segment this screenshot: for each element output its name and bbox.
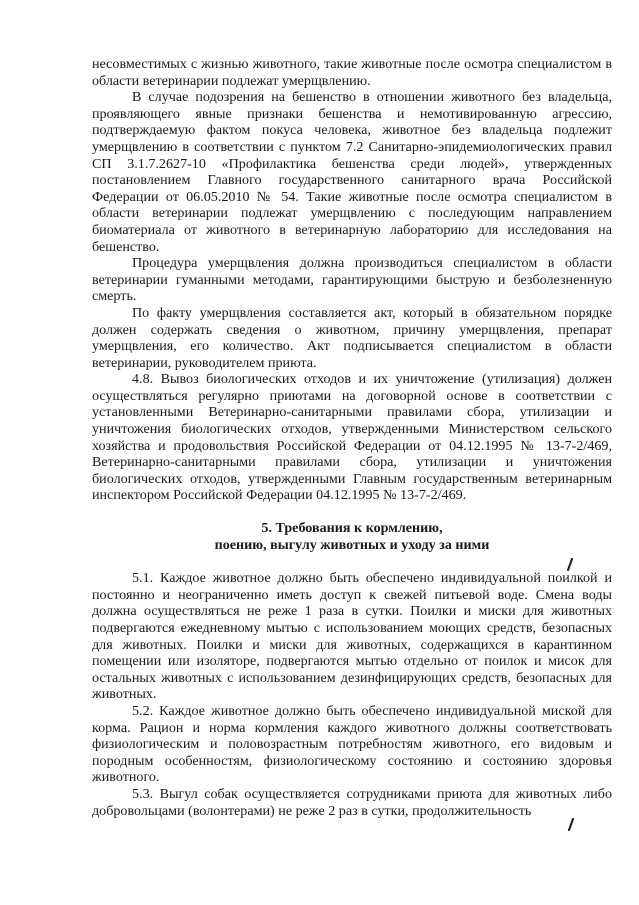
paragraph-5-2-feeding: 5.2. Каждое животное должно быть обеспечено индивидуальной миской для корма. Рацион и норма кормления каждого животного должны соответствовать физиологическим и половозрастным потребностям животного, его видовым и породным особенностям, физиологическому состоянию и состоянию здоровья животного. bbox=[92, 702, 612, 786]
section-heading-line-2: поению, выгулу животных и уходу за ними bbox=[214, 536, 490, 553]
document-body bbox=[92, 56, 612, 819]
paragraph-5-3-walking: 5.3. Выгул собак осуществляется сотрудниками приюта для животных либо добровольцами (волонтерами) не реже 2 раз в сутки, продолжительность bbox=[92, 785, 612, 819]
section-heading bbox=[92, 520, 612, 553]
paragraph-4-8-waste: 4.8. Вывоз биологических отходов и их уничтожение (утилизация) должен осуществляться регулярно приютами на договорной основе в соответствии с установленными Ветеринарно-санитарными правилами сбора, утилизации и уничтожения биологических отходов, утвержденными Министерством сельского хозяйства и продовольствия Российской Федерации от 04.12.1995 № 13-7-2/469, Ветеринарно-санитарными правилами сбора, утилизации и уничтожения биологических отходов, утвержденными Главным государственным ветеринарным инспектором Российской Федерации 04.12.1995 № 13-7-2/469. bbox=[92, 371, 612, 504]
paragraph-5-1-water: 5.1. Каждое животное должно быть обеспечено индивидуальной поилкой и постоянно и неограниченно иметь доступ к свежей питьевой воде. Смена воды должна осуществляться не реже 1 раза в сутки. Поилки и миски для животных подвергаются ежедневному мытью с использованием моющих средств, безопасных для животных. Поилки и миски для животных, содержащихся в карантинном помещении или изоляторе, подвергаются мытью отдельно от поилок и мисок для остальных животных с использованием дезинфицирующих средств, безопасных для животных. bbox=[92, 570, 612, 703]
paragraph-euthanasia-procedure: Процедура умерщвления должна производиться специалистом в области ветеринарии гуманными методами, гарантирующими быструю и безболезненную смерть. bbox=[92, 255, 612, 305]
paragraph-rabies: В случае подозрения на бешенство в отношении животного без владельца, проявляющего явные признаки бешенства и немотивированную агрессию, подтверждаемую фактом покуса человека, животное без владельца подлежит умерщвлению в соответствии с пунктом 7.2 Санитарно-эпидемиологических правил СП 3.1.7.2627-10 «Профилактика бешенства среди людей», утвержденных постановлением Главного государственного санитарного врача Российской Федерации от 06.05.2010 № 54. Такие животные после осмотра специалистом в области ветеринарии подлежат умерщвлению с последующим направлением биоматериала от животного в ветеринарную лабораторию для исследования на бешенство. bbox=[92, 89, 612, 255]
paragraph-euthanasia-act: По факту умерщвления составляется акт, который в обязательном порядке должен содержать сведения о животном, причину умерщвления, препарат умерщвления, его количество. Акт подписывается специалистом в области ветеринарии, руководителем приюта. bbox=[92, 304, 612, 371]
section-heading-line-1: 5. Требования к кормлению, bbox=[261, 520, 443, 537]
paragraph-continuation: несовместимых с жизнью животного, такие животные после осмотра специалистом в области ветеринарии подлежат умерщвлению. bbox=[92, 56, 612, 89]
